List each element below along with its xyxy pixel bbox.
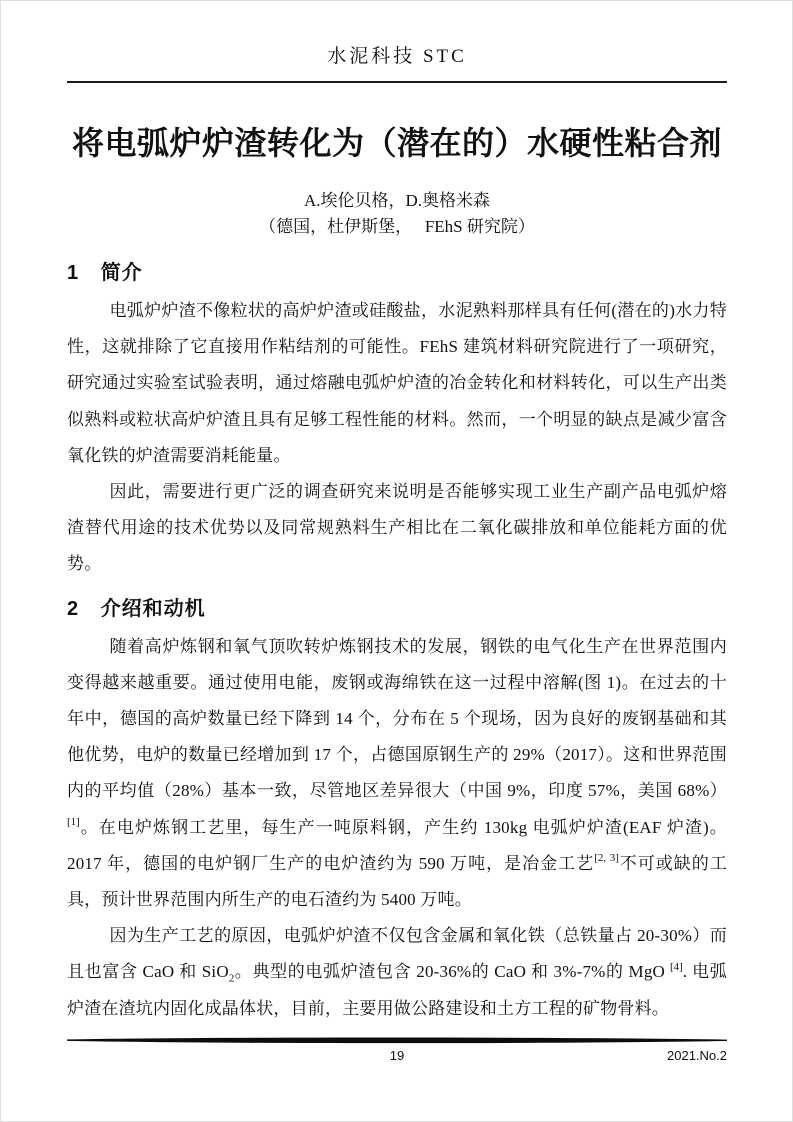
citation-ref: [2, 3] [594,852,619,865]
text-run: 因为生产工艺的原因，电弧炉炉渣不仅包含金属和氧化铁（总铁量占 20-30%）而且也富含 CaO 和 SiO [67,926,727,982]
page-footer [67,1036,727,1065]
text-run: 电弧炉炉渣不像粒状的高炉炉渣或硅酸盐，水泥熟料那样具有任何(潜在的)水力特性，这就排除了它直接用作粘结剂的可能性。FEhS 建筑材料研究院进行了一项研究，研究通过实验室试验表明，通过熔融电弧炉炉渣的冶金转化和材料转化，可以生产出类似熟料或粒状高炉炉渣且具有足够工程性能的材料。然而，一个明显的缺点是减少富含氧化铁的炉渣需要消耗能量。 [67,301,727,465]
article-title: 将电弧炉炉渣转化为（潜在的）水硬性粘合剂 [71,125,722,161]
section-number: 2 [67,597,80,620]
paragraph [67,918,727,1027]
page-number: 19 [389,1048,405,1063]
header-rule [67,81,727,83]
citation-ref: [4] [669,960,683,973]
text-run: 因此，需要进行更广泛的调查研究来说明是否能够实现工业生产副产品电弧炉熔渣替代用途的技术优势以及同常规熟料生产相比在二氧化碳排放和单位能耗方面的优势。 [67,482,727,574]
paragraph [67,293,727,474]
chemical-subscript: 2 [228,972,235,985]
section-title: 介绍和动机 [100,597,206,620]
footer-row [67,1047,727,1065]
text-run: 随着高炉炼钢和氧气顶吹转炉炼钢技术的发展，钢铁的电气化生产在世界范围内变得越来越重要。通过使用电能，废钢或海绵铁在这一过程中溶解(图 1)。在过去的十年中，德国的高炉数量已经下降到 14 个，分布在 5 个现场，因为良好的废钢基础和其他优势，电炉的数量已经增加到 17 个，占德国原钢生产的 29%（2017）。这和世界范围内的平均值（28%）基本一致，尽管地区差异很大（中国 9%，印度 57%，美国 68%） [67,636,727,801]
paragraph [67,629,727,919]
paragraph [67,474,727,583]
text-run: 。典型的电弧炉渣包含 20-36%的 CaO 和 3%-7%的 MgO [234,962,670,982]
authors-line: A.埃伦贝格，D.奥格米森 [303,191,491,210]
section-number: 1 [67,262,80,284]
journal-header: 水泥科技 STC [327,46,467,67]
text-run: 不可或缺的工具，预计世界范围内所生产的电石渣约为 5400 万吨。 [67,853,728,910]
citation-ref: [1] [67,815,80,828]
affiliation-line: （德国，杜伊斯堡， FEhS 研究院） [259,217,535,236]
page-content [67,0,727,1027]
text-run: . 电弧炉渣在渣坑内固化成晶体状，目前，主要用做公路建设和土方工程的矿物骨料。 [67,962,727,1018]
issue-number: 2021.No.2 [667,1048,727,1063]
section-title: 简介 [100,262,143,284]
section-heading-1 [67,259,727,287]
section-heading-2 [67,595,727,623]
text-run: 。在电炉炼钢工艺里，每生产一吨原料钢，产生约 130kg 电弧炉炉渣(EAF 炉渣)。2017 年，德国的电炉钢厂生产的电炉渣约为 590 万吨，是冶金工艺 [67,817,727,873]
footer-rule [67,1036,727,1045]
